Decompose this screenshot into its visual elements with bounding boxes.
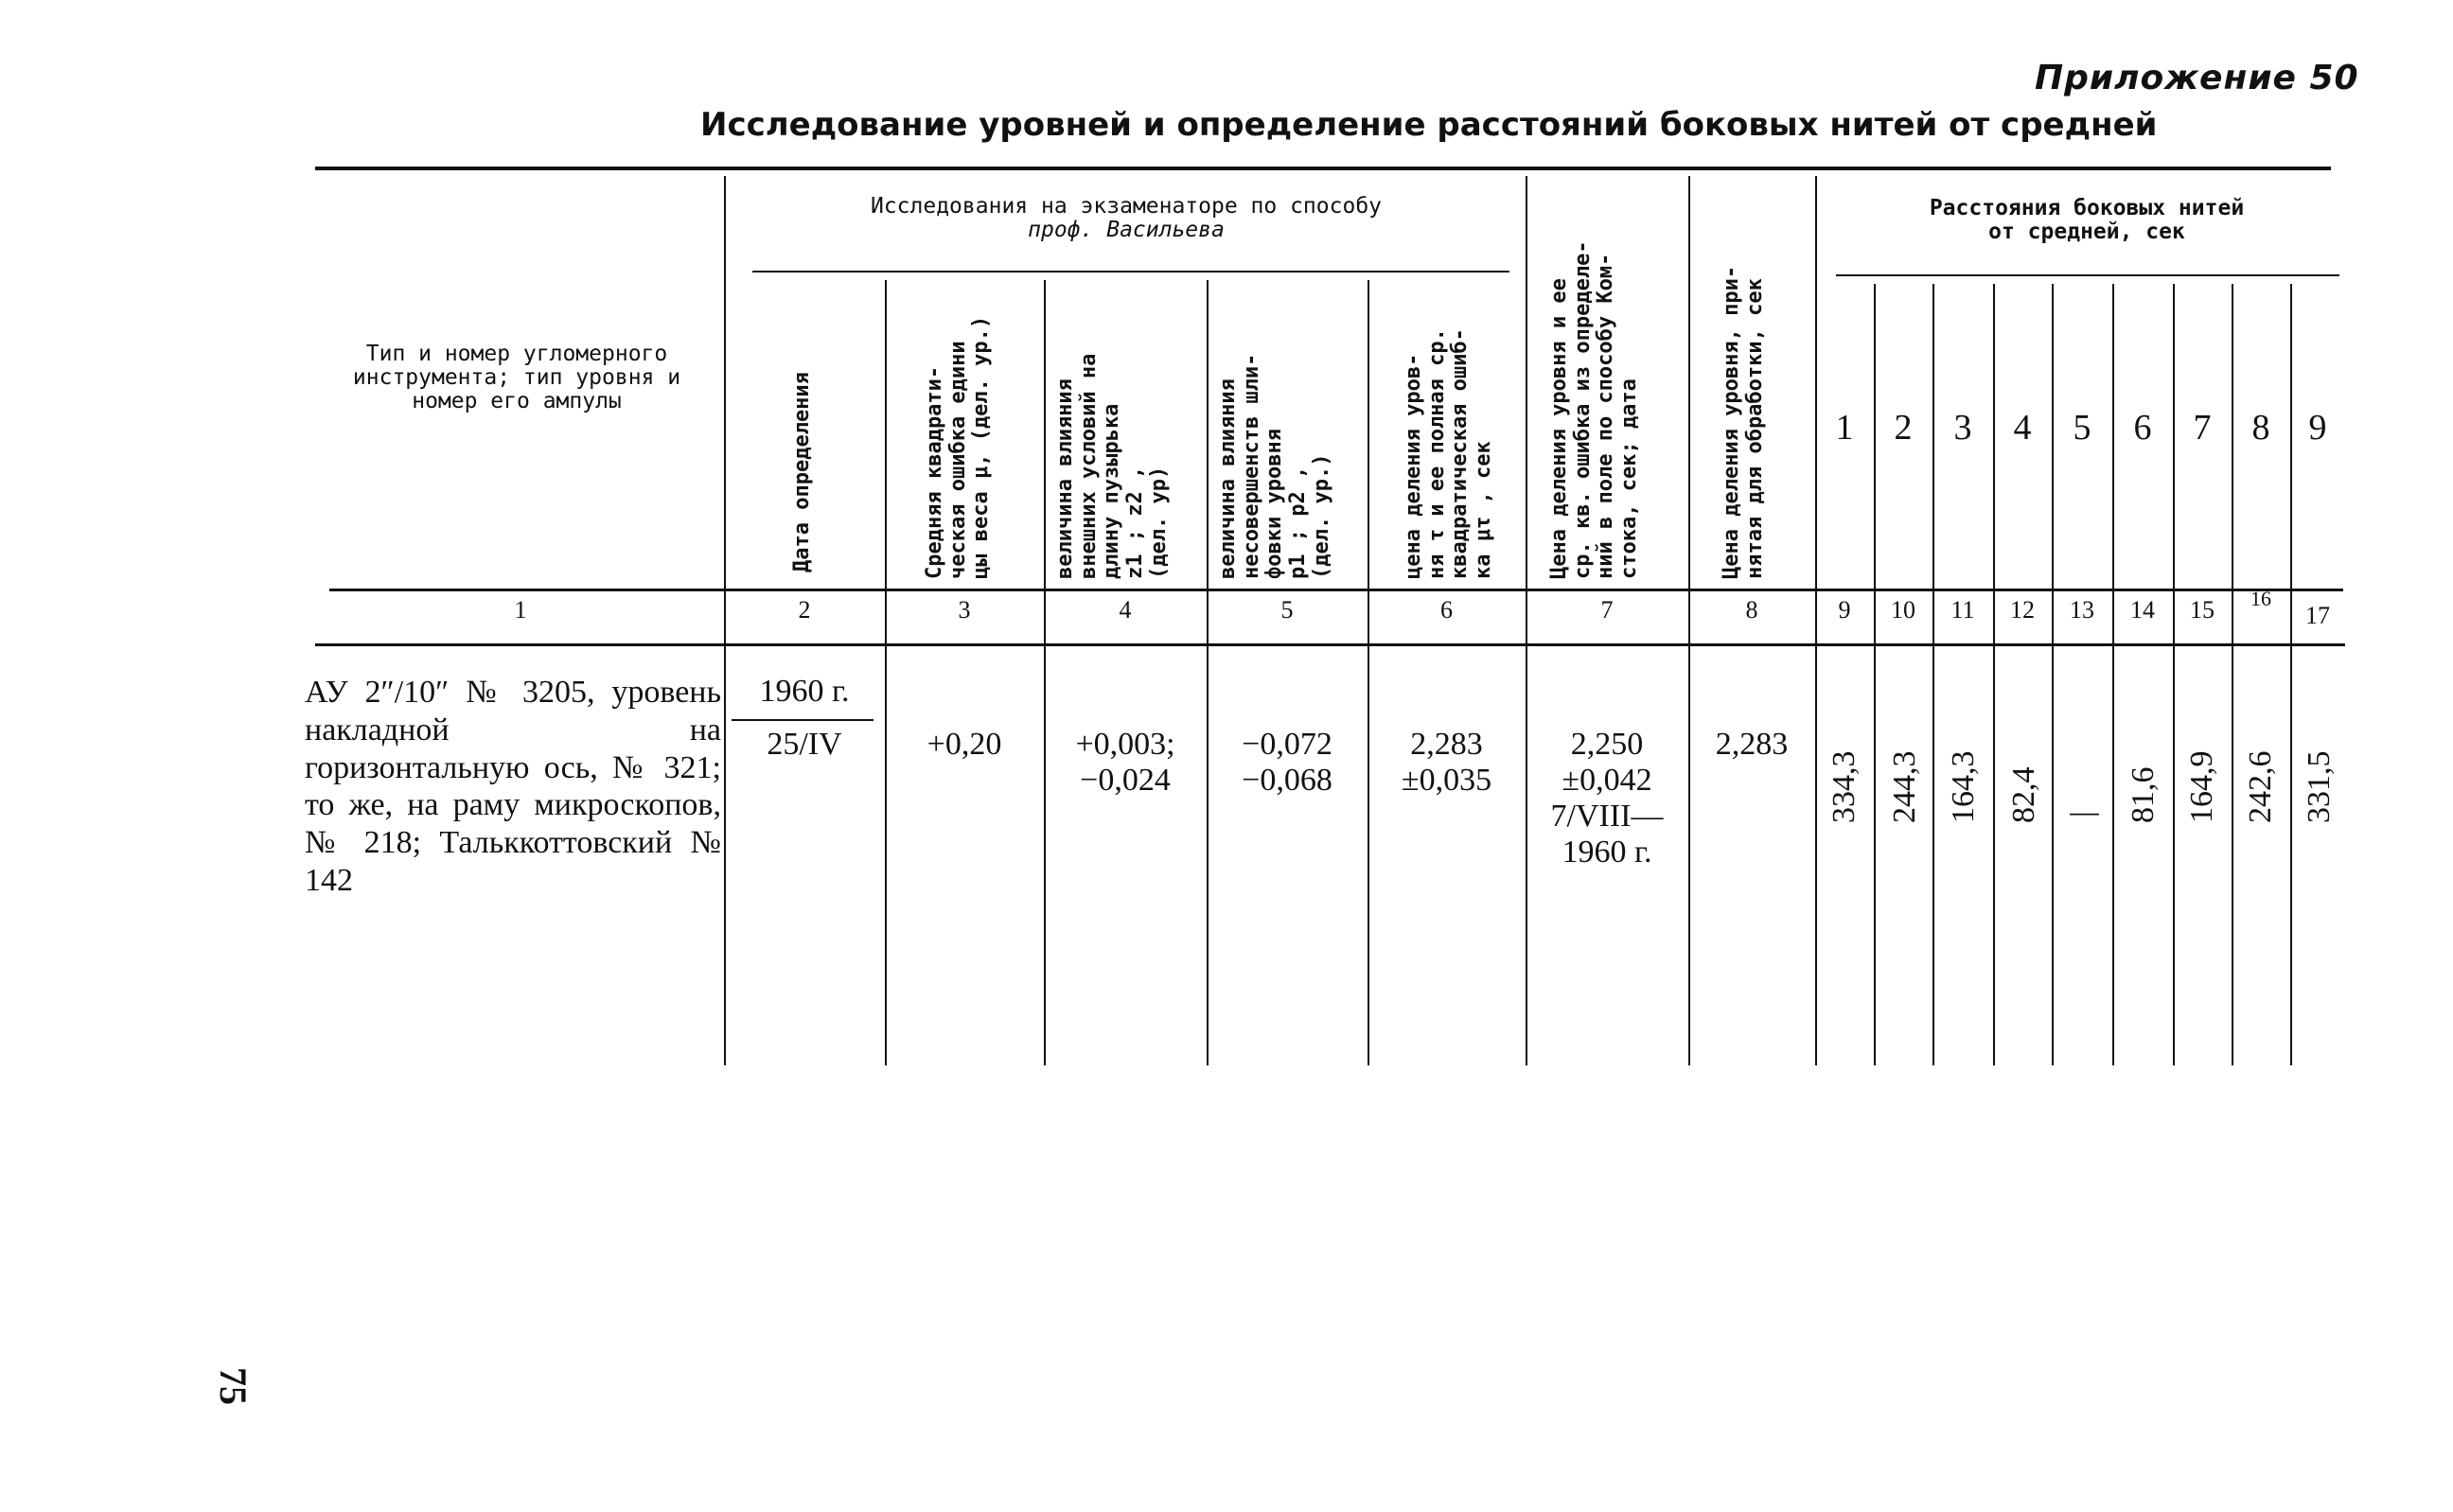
header-accepted: Цена деления уровня, при- нятая для обработки, сек	[1720, 265, 1767, 579]
header-grind: величина влияния несовершенств шли- фовки уровня p1 ; p2 , (дел. ур.)	[1216, 353, 1333, 579]
column-number: 12	[2010, 596, 2035, 624]
exam-group-rule	[752, 271, 1509, 273]
thread-value: 82,4	[2006, 766, 2041, 823]
col-divider	[885, 280, 887, 1065]
thread-value: 244,3	[1887, 750, 1922, 823]
column-number: 6	[1440, 596, 1453, 624]
column-number: 9	[1838, 596, 1851, 624]
thread-number: 8	[2251, 408, 2270, 448]
column-number: 4	[1119, 596, 1132, 624]
thread-number: 4	[2013, 408, 2032, 448]
column-number: 13	[2070, 596, 2094, 624]
column-number: 5	[1280, 596, 1294, 624]
row-year: 1960 г.	[759, 674, 850, 709]
col-divider	[1368, 280, 1369, 1065]
header-exam-group	[738, 195, 1514, 242]
header-threads-group	[1827, 197, 2347, 244]
col-divider	[2052, 284, 2054, 1065]
col-divider	[2290, 284, 2292, 1065]
row-date: 25/IV	[767, 727, 842, 762]
column-number: 7	[1600, 596, 1614, 624]
row-division: 2,283 ±0,035	[1401, 727, 1492, 799]
thread-number: 6	[2133, 408, 2152, 448]
row-accepted: 2,283	[1715, 727, 1789, 762]
col-divider	[2173, 284, 2175, 1065]
thread-value: 242,6	[2243, 750, 2278, 823]
header-threads-line1: Расстояния боковых нитей	[1929, 196, 2245, 220]
threads-group-rule	[1836, 274, 2339, 276]
row-bubble: +0,003; −0,024	[1075, 727, 1175, 799]
thread-value: 331,5	[2302, 750, 2337, 823]
column-number: 17	[2305, 602, 2330, 629]
thread-value: 164,3	[1946, 750, 1981, 823]
row-instrument: АУ 2″/10″ № 3205, уровень накладной на горизонтальную ось, № 321; то же, на раму микроскопов, № 218; Тальккоттовский № 142	[305, 675, 721, 898]
thread-number: 1	[1835, 408, 1854, 448]
header-bottom-rule	[329, 589, 2343, 591]
thread-value: 81,6	[2126, 766, 2161, 823]
column-number: 8	[1745, 596, 1758, 624]
header-threads-line2: от средней, сек	[1988, 219, 2185, 244]
appendix-label: Приложение 50	[2035, 59, 2359, 97]
header-komstok: Цена деления уровня и ее ср. кв. ошибка из определе- ний в поле по способу Ком- стока, сек; дата	[1547, 240, 1641, 579]
column-number: 16	[2250, 587, 2271, 610]
column-number: 1	[514, 596, 527, 624]
column-number: 14	[2130, 596, 2155, 624]
header-exam-group-line1: Исследования на экзаменаторе по способу	[870, 194, 1383, 219]
year-underline	[732, 719, 874, 721]
header-rms: Средняя квадрати- ческая ошибка едини цы веса μ, (дел. ур.)	[923, 315, 994, 579]
col-divider	[1993, 284, 1995, 1065]
column-number: 15	[2190, 596, 2215, 624]
header-instrument: Тип и номер угломерного инструмента; тип уровня и номер его ампулы	[352, 342, 681, 413]
row-grind: −0,072 −0,068	[1242, 727, 1332, 799]
column-number: 3	[958, 596, 971, 624]
row-rms: +0,20	[926, 727, 1002, 762]
col-divider	[1932, 284, 1934, 1065]
thread-number: 5	[2073, 408, 2091, 448]
thread-number: 9	[2308, 408, 2327, 448]
column-number: 2	[798, 596, 811, 624]
table-title: Исследование уровней и определение расстояний боковых нитей от средней	[700, 106, 2158, 144]
header-date: Дата определения	[790, 372, 814, 572]
column-number: 11	[1950, 596, 1975, 624]
top-rule	[315, 167, 2331, 170]
col-divider	[2112, 284, 2114, 1065]
thread-value: |	[2065, 811, 2100, 818]
header-division: цена деления уров- ня τ и ее полная ср. квадратическая ошиб- ка μτ , сек	[1402, 328, 1495, 579]
thread-value: 334,3	[1827, 750, 1862, 823]
colnum-bottom-rule	[315, 643, 2345, 646]
thread-number: 3	[1953, 408, 1972, 448]
col-divider	[2232, 284, 2233, 1065]
header-bubble: величина влияния внешних условий на длину пузырька z1 ; z2 , (дел. ур)	[1053, 353, 1171, 579]
col-divider	[1044, 280, 1046, 1065]
thread-value: 164,9	[2184, 750, 2219, 823]
header-exam-group-line2: проф. Васильева	[1028, 217, 1225, 242]
col-divider	[1207, 280, 1209, 1065]
column-number: 10	[1891, 596, 1915, 624]
thread-number: 2	[1894, 408, 1913, 448]
page-number: 75	[212, 1367, 255, 1405]
thread-number: 7	[2193, 408, 2212, 448]
row-komstok: 2,250 ±0,042 7/VIII— 1960 г.	[1550, 727, 1664, 870]
col-divider	[1874, 284, 1876, 1065]
